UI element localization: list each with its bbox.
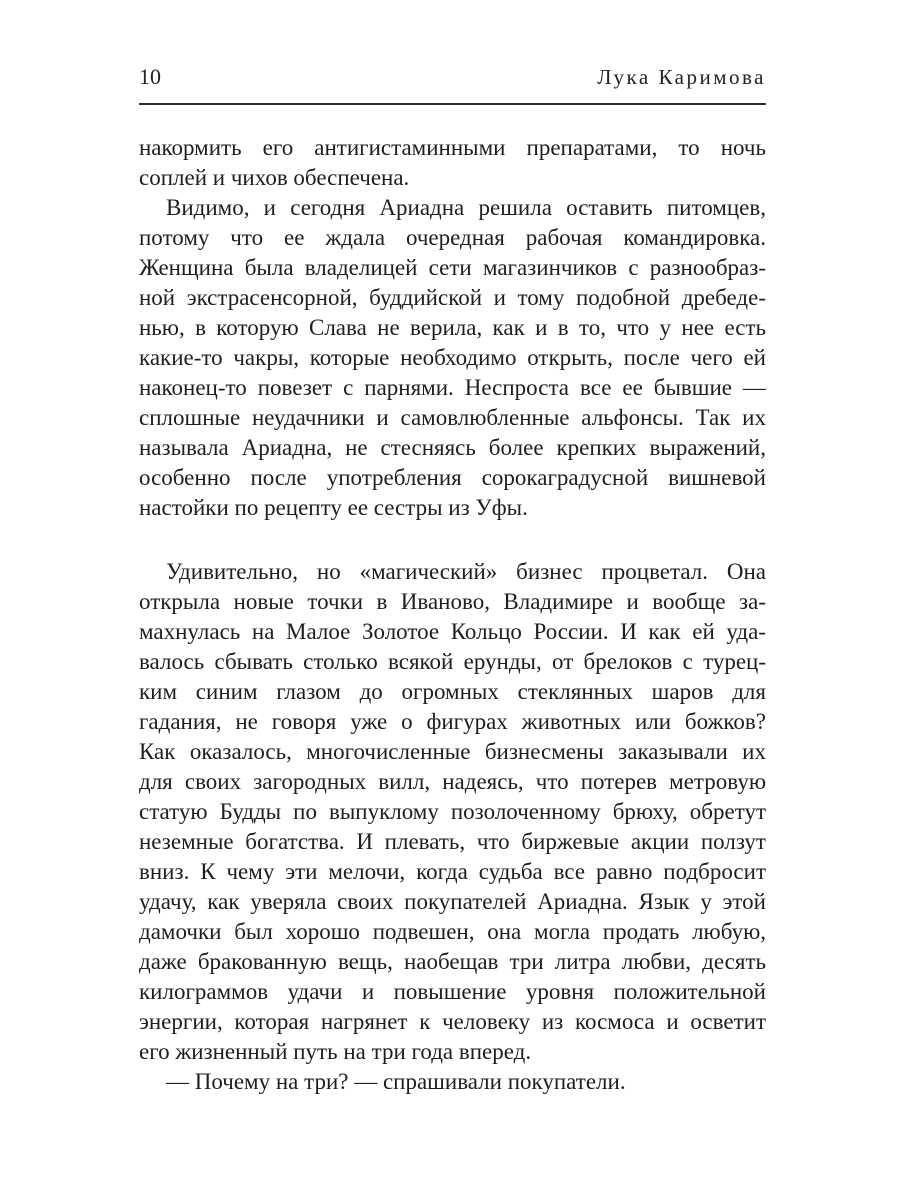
text-line: ким синим глазом до огромных стеклянных шаров для — [139, 679, 766, 704]
text-line: статую Будды по выпуклому позолоченному брюху, обретут — [139, 799, 766, 824]
text-line: открыла новые точки в Иваново, Владимире и вообще за- — [139, 589, 766, 614]
text-line: энергии, которая нагрянет к человеку из космоса и осветит — [139, 1009, 766, 1034]
text-line: для своих загородных вилл, надеясь, что потерев метровую — [139, 769, 766, 794]
text-line: гадания, не говоря уже о фигурах животных или божков? — [139, 709, 766, 734]
text-line: килограммов удачи и повышение уровня положительной — [139, 979, 766, 1004]
text-line: вниз. К чему эти мелочи, когда судьба все равно подбросит — [139, 859, 766, 884]
text-line: соплей и чихов обеспечена. — [139, 165, 410, 190]
body-text — [139, 133, 766, 1097]
running-title: Лука Каримова — [597, 65, 766, 89]
text-line: потому что ее ждала очередная рабочая командировка. — [139, 225, 766, 250]
paragraph — [139, 1067, 766, 1097]
text-line: неземные богатства. И плевать, что биржевые акции ползут — [139, 829, 766, 854]
text-line: Женщина была владелицей сети магазинчиков с разнообраз- — [139, 255, 766, 280]
paragraph — [139, 193, 766, 523]
text-line: нью, в которую Слава не верила, как и в то, что у нее есть — [139, 315, 766, 340]
text-line: настойки по рецепту ее сестры из Уфы. — [139, 495, 528, 520]
text-line: махнулась на Малое Золотое Кольцо России. И как ей уда- — [139, 619, 766, 644]
text-line: Видимо, и сегодня Ариадна решила оставить питомцев, — [166, 195, 766, 220]
text-line: Как оказалось, многочисленные бизнесмены заказывали их — [139, 739, 766, 764]
text-line: ной экстрасенсорной, буддийской и тому подобной дребеде- — [139, 285, 766, 310]
text-line: его жизненный путь на три года вперед. — [139, 1039, 532, 1064]
text-line: особенно после употребления сорокаградусной вишневой — [139, 465, 766, 490]
header-rule — [139, 103, 766, 105]
text-line: какие-то чакры, которые необходимо открыть, после чего ей — [139, 345, 766, 370]
text-line: валось сбывать столько всякой ерунды, от брелоков с турец- — [139, 649, 766, 674]
text-line: накормить его антигистаминными препаратами, то ночь — [139, 135, 766, 160]
paragraph — [139, 557, 766, 1067]
text-line: Удивительно, но «магический» бизнес процветал. Она — [166, 559, 766, 584]
text-line: дамочки был хорошо подвешен, она могла продать любую, — [139, 919, 766, 944]
text-line: удачу, как уверяла своих покупателей Ариадна. Язык у этой — [139, 889, 766, 914]
text-line: даже бракованную вещь, наобещав три литра любви, десять — [139, 949, 766, 974]
paragraph — [139, 133, 766, 193]
page-header — [139, 64, 766, 90]
text-line: называла Ариадна, не стесняясь более крепких выражений, — [139, 435, 766, 460]
text-line: — Почему на три? — спрашивали покупатели. — [166, 1069, 626, 1094]
page-number: 10 — [139, 64, 161, 89]
text-line: наконец-то повезет с парнями. Неспроста все ее бывшие — — [139, 375, 766, 400]
text-line: сплошные неудачники и самовлюбленные альфонсы. Так их — [139, 405, 766, 430]
